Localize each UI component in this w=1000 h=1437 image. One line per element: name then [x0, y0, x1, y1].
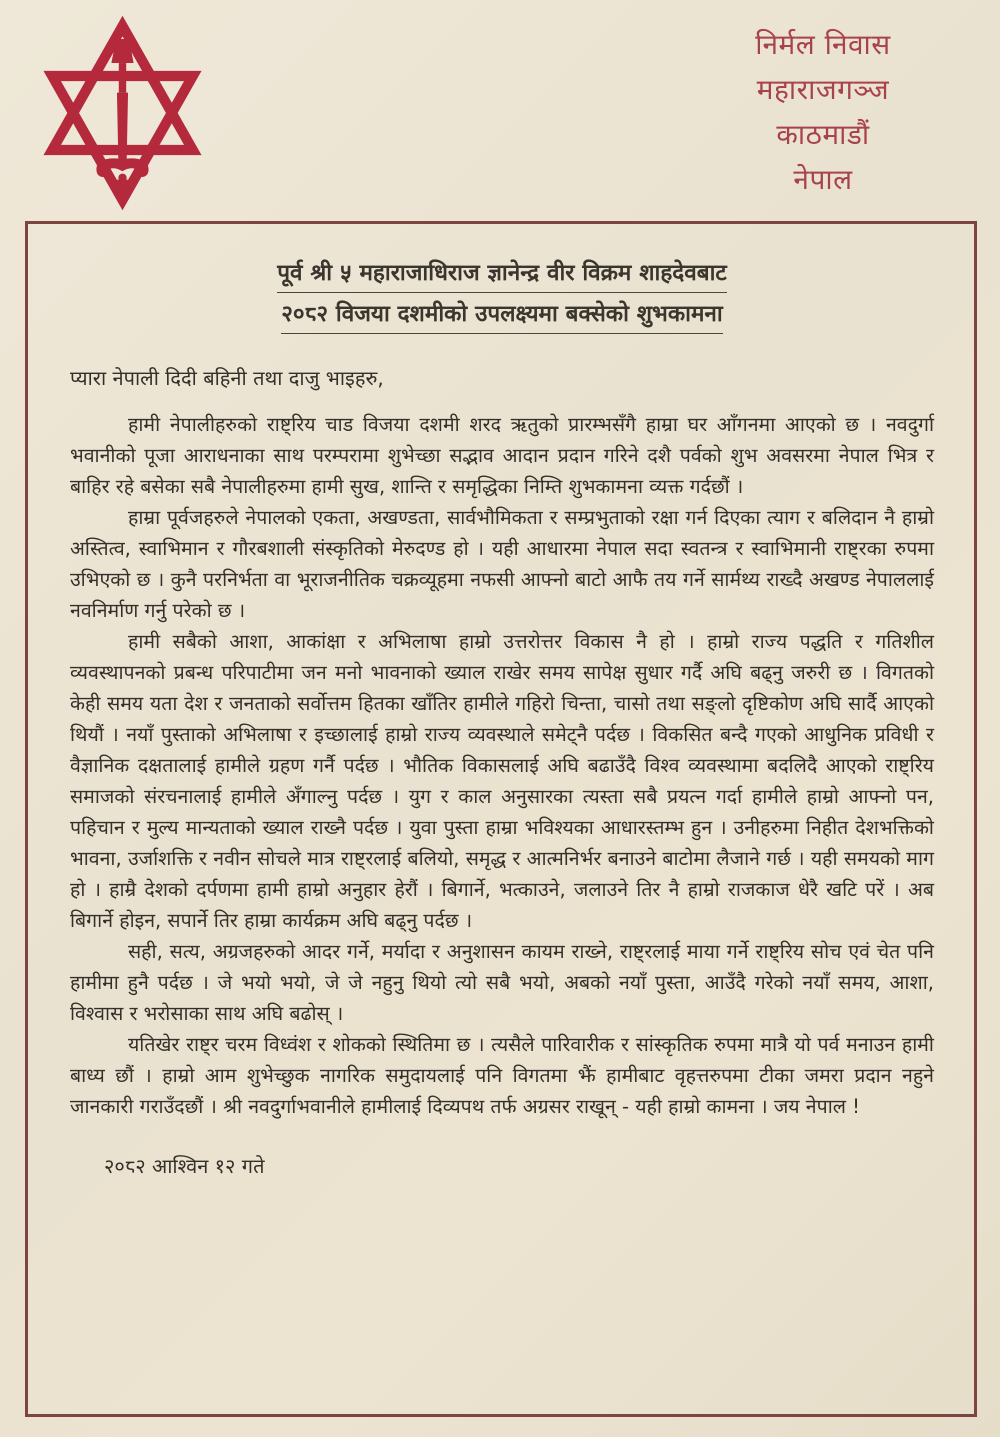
letter-paragraph: हामी नेपालीहरुको राष्ट्रिय चाड विजया दशमी शरद ऋतुको प्रारम्भसँगै हाम्रा घर आँगनमा आएको छ । नवदुर्गा भवानीको पूजा आराधनाका साथ परम्परामा शुभेच्छा सद्भाव आदान प्रदान गरिने दशै पर्वको शुभ अवसरमा नेपाल भित्र र बाहिर रहे बसेका सबै नेपालीहरुमा हामी सुख, शान्ति र समृद्धिका निम्ति शुभकामना व्यक्त गर्दछौं ।	[70, 413, 934, 498]
letter-paragraph: हामी सबैको आशा, आकांक्षा र अभिलाषा हाम्रो उत्तरोत्तर विकास नै हो । हाम्रो राज्य पद्धति र गतिशील व्यवस्थापनको प्रबन्ध परिपाटीमा जन मनो भावनाको ख्याल राखेर समय सापेक्ष सुधार गर्दै अघि बढ्नु जरुरी छ । विगतको केही समय यता देश र जनताको सर्वोत्तम हितका खाँतिर हामीले गहिरो चिन्ता, चासो तथा सङ्लो दृष्टिकोण अघि सार्दै आएको थियौं । नयाँ पुस्ताको अभिलाषा र इच्छालाई हाम्रो राज्य व्यवस्थाले समेट्नै पर्दछ । विकसित बन्दै गएको आधुनिक प्रविधी र वैज्ञानिक दक्षतालाई हामीले ग्रहण गर्नै पर्दछ । भौतिक विकासलाई अघि बढाउँदै विश्व व्यवस्थामा बदलिदै आएको राष्ट्रिय समाजको संरचनालाई हामीले अँगाल्नु पर्दछ । युग र काल अनुसारका त्यस्ता सबै प्रयत्न गर्दा हामीले हाम्रो आफ्नो पन, पहिचान र मुल्य मान्यताको ख्याल राख्नै पर्दछ । युवा पुस्ता हाम्रा भविश्यका आधारस्तम्भ हुन । उनीहरुमा निहीत देशभक्तिको भावना, उर्जाशक्ति र नवीन सोचले मात्र राष्ट्रलाई बलियो, समृद्ध र आत्मनिर्भर बनाउने बाटोमा लैजाने गर्छ । यही समयको माग हो । हाम्रै देशको दर्पणमा हामी हाम्रो अनुहार हेरौं । बिगार्ने, भत्काउने, जलाउने तिर नै हाम्रो राजकाज धेरै खटि परें । अब बिगार्ने होइन, सपार्ने तिर हाम्रा कार्यक्रम अघि बढ्नु पर्दछ ।	[70, 630, 934, 932]
address-line-country: नेपाल	[793, 163, 853, 196]
royal-star-sword-emblem	[30, 8, 215, 218]
letter-title-line-2	[70, 299, 934, 334]
letter-paragraph: यतिखेर राष्ट्र चरम विध्वंश र शोकको स्थितिमा छ । त्यसैले पारिवारीक र सांस्कृतिक रुपमा मात्रै यो पर्व मनाउन हामी बाध्य छौं । हाम्रो आम शुभेच्छुक नागरिक समुदायलाई पनि विगतमा झैं हामीबाट वृहत्तरुपमा टीका जमरा प्रदान नहुने जानकारी गराउँदछौं । श्री नवदुर्गाभवानीले हामीलाई दिव्यपथ तर्फ अग्रसर राखून् - यही हाम्रो कामना । जय नेपाल !	[70, 1033, 934, 1118]
letter-paragraphs	[70, 409, 934, 1122]
letter-body	[25, 221, 977, 1417]
address-line-area: महाराजगञ्ज	[756, 73, 890, 106]
address-line-residence: निर्मल निवास	[755, 28, 891, 61]
letterhead-address	[698, 22, 948, 202]
letter-title-line-1	[70, 258, 934, 293]
address-line-city: काठमाडौं	[776, 118, 870, 151]
date-line: २०८२ आश्विन १२ गते	[104, 1154, 265, 1178]
salutation: प्यारा नेपाली दिदी बहिनी तथा दाजु भाइहरु,	[70, 366, 384, 390]
letter-title-text-2: २०८२ विजया दशमीको उपलक्ष्यमा बक्सेको शुभकामना	[281, 299, 723, 334]
letter-title-text-1: पूर्व श्री ५ महाराजाधिराज ज्ञानेन्द्र वीर विक्रम शाहदेवबाट	[277, 258, 727, 293]
letter-paragraph: सही, सत्य, अग्रजहरुको आदर गर्ने, मर्यादा र अनुशासन कायम राख्ने, राष्ट्रलाई माया गर्ने राष्ट्रिय सोच एवं चेत पनि हामीमा हुनै पर्दछ । जे भयो भयो, जे जे नहुनु थियो त्यो सबै भयो, अबको नयाँ पुस्ता, आउँदै गरेको नयाँ समय, आशा, विश्वास र भरोसाका साथ अघि बढोस् ।	[70, 940, 934, 1025]
letter-paragraph: हाम्रा पूर्वजहरुले नेपालको एकता, अखण्डता, सार्वभौमिकता र सम्प्रभुताको रक्षा गर्न दिएका त्याग र बलिदान नै हाम्रो अस्तित्व, स्वाभिमान र गौरबशाली संस्कृतिको मेरुदण्ड हो । यही आधारमा नेपाल सदा स्वतन्त्र र स्वाभिमानी राष्ट्रका रुपमा उभिएको छ । कुनै परनिर्भता वा भूराजनीतिक चक्रव्यूहमा नफसी आफ्नो बाटो आफै तय गर्ने सार्मथ्य राख्दै अखण्ड नेपाललाई नवनिर्माण गर्नु परेको छ ।	[70, 506, 934, 622]
